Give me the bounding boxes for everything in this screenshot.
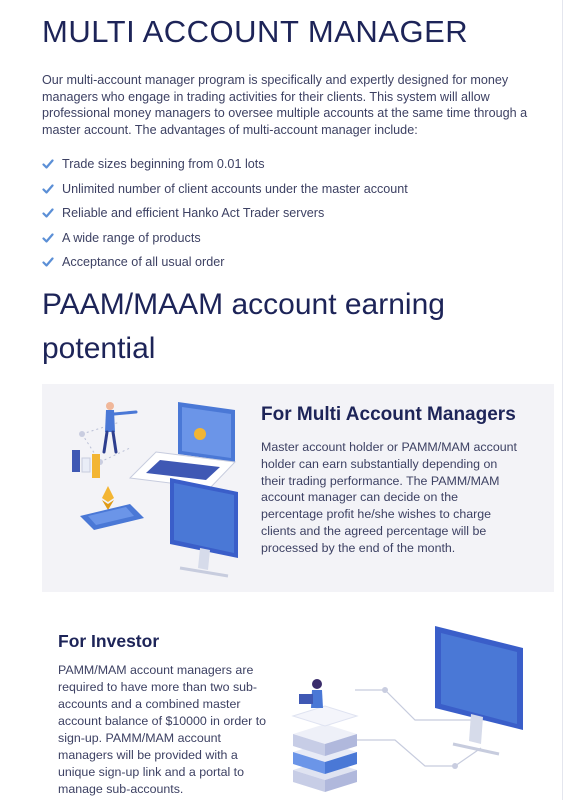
feature-list xyxy=(42,152,408,275)
feature-item xyxy=(42,226,408,251)
managers-title: For Multi Account Managers xyxy=(261,404,516,425)
feature-item xyxy=(42,250,408,275)
check-icon xyxy=(42,256,54,268)
check-icon xyxy=(42,207,54,219)
feature-label: Unlimited number of client accounts under the master account xyxy=(62,181,408,196)
feature-item xyxy=(42,177,408,202)
section-title: PAAM/MAAM account earning potential xyxy=(42,288,445,365)
intro-paragraph: Our multi-account manager program is specifically and expertly designed for money managers who engage in trading activities for their clients. This system will allow professional money managers to oversee multiple accounts at the same time through a master account. The advantages of multi-account manager include: xyxy=(42,73,528,137)
feature-item xyxy=(42,201,408,226)
feature-item xyxy=(42,152,408,177)
investor-text: PAMM/MAM account managers are required to have more than two sub-accounts and a combined master account balance of $10000 in order to sign-up. PAMM/MAM account managers will be provided with a unique sign-up link and a portal to manage sub-accounts. xyxy=(58,663,267,796)
investor-title: For Investor xyxy=(58,631,160,651)
feature-label: A wide range of products xyxy=(62,230,201,245)
check-icon xyxy=(42,183,54,195)
trader-laptop-illustration xyxy=(60,392,250,582)
investor-monitor-illustration xyxy=(285,620,535,800)
check-icon xyxy=(42,158,54,170)
page-title: MULTI ACCOUNT MANAGER xyxy=(42,14,469,49)
page-edge-divider xyxy=(562,0,563,800)
feature-label: Trade sizes beginning from 0.01 lots xyxy=(62,157,265,172)
feature-label: Acceptance of all usual order xyxy=(62,255,225,270)
managers-text: Master account holder or PAMM/MAM account holder can earn substantially depending on their trading performance. The PAMM/MAM account manager can decide on the percentage profit he/she wishes to charge clients and the agreed percentage will be processed by the end of the month. xyxy=(261,440,517,555)
feature-label: Reliable and efficient Hanko Act Trader servers xyxy=(62,206,325,221)
check-icon xyxy=(42,232,54,244)
